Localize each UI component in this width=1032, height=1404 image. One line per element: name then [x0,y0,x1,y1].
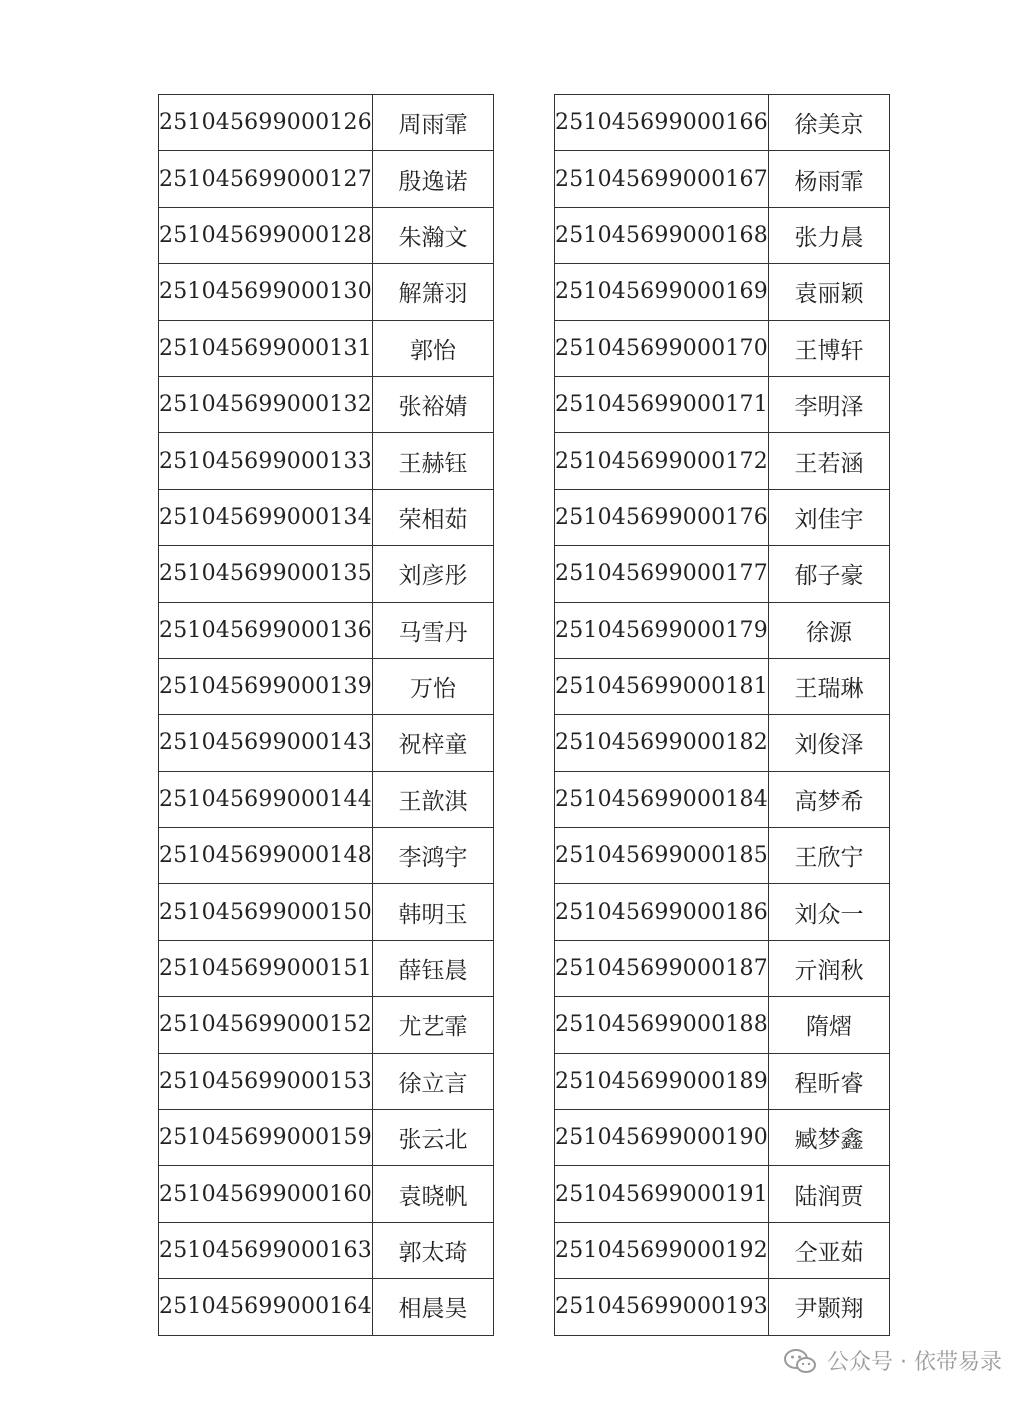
registration-number: 251045699000176 [555,489,769,545]
student-name: 徐源 [768,602,889,658]
student-name: 周雨霏 [372,95,493,151]
table-row [159,264,494,320]
registration-number: 251045699000160 [159,1166,373,1222]
table-row [555,1110,890,1166]
table-row [159,151,494,207]
roster-table-left [158,94,494,1336]
registration-number: 251045699000126 [159,95,373,151]
student-name: 徐立言 [372,1053,493,1109]
registration-number: 251045699000169 [555,264,769,320]
table-row [159,320,494,376]
table-row [555,546,890,602]
registration-number: 251045699000168 [555,207,769,263]
table-row [555,376,890,432]
table-row [555,1053,890,1109]
registration-number: 251045699000192 [555,1222,769,1278]
student-name: 李明泽 [768,376,889,432]
table-row [555,1222,890,1278]
table-row [555,264,890,320]
table-row [159,1279,494,1335]
student-name: 荣相茹 [372,489,493,545]
table-row [555,320,890,376]
registration-number: 251045699000179 [555,602,769,658]
table-row [159,433,494,489]
student-name: 刘俊泽 [768,715,889,771]
watermark [783,1345,1002,1376]
student-name: 王歆淇 [372,771,493,827]
registration-number: 251045699000150 [159,884,373,940]
student-name: 祝梓童 [372,715,493,771]
registration-number: 251045699000187 [555,940,769,996]
table-row [159,715,494,771]
student-name: 尤艺霏 [372,997,493,1053]
registration-number: 251045699000182 [555,715,769,771]
student-name: 郭太琦 [372,1222,493,1278]
table-row [555,715,890,771]
registration-number: 251045699000181 [555,658,769,714]
table-row [159,884,494,940]
table-row [159,997,494,1053]
student-name: 袁晓帆 [372,1166,493,1222]
student-name: 仝亚茹 [768,1222,889,1278]
registration-number: 251045699000190 [555,1110,769,1166]
student-name: 李鸿宇 [372,828,493,884]
table-row [555,602,890,658]
roster-table-right [554,94,890,1336]
registration-number: 251045699000151 [159,940,373,996]
registration-number: 251045699000134 [159,489,373,545]
student-name: 陆润贾 [768,1166,889,1222]
student-name: 亓润秋 [768,940,889,996]
table-row [555,828,890,884]
registration-number: 251045699000152 [159,997,373,1053]
registration-number: 251045699000171 [555,376,769,432]
registration-number: 251045699000188 [555,997,769,1053]
student-name: 韩明玉 [372,884,493,940]
student-name: 万怡 [372,658,493,714]
registration-number: 251045699000186 [555,884,769,940]
student-name: 王瑞琳 [768,658,889,714]
table-row [159,940,494,996]
registration-number: 251045699000184 [555,771,769,827]
registration-number: 251045699000191 [555,1166,769,1222]
registration-number: 251045699000163 [159,1222,373,1278]
student-name: 刘彦彤 [372,546,493,602]
table-row [555,95,890,151]
student-name: 郭怡 [372,320,493,376]
student-name: 尹颢翔 [768,1279,889,1335]
table-row [159,658,494,714]
registration-number: 251045699000131 [159,320,373,376]
registration-number: 251045699000127 [159,151,373,207]
student-name: 袁丽颖 [768,264,889,320]
registration-number: 251045699000170 [555,320,769,376]
registration-number: 251045699000139 [159,658,373,714]
student-name: 张裕婧 [372,376,493,432]
student-name: 王若涵 [768,433,889,489]
table-row [159,1110,494,1166]
student-name: 马雪丹 [372,602,493,658]
registration-number: 251045699000130 [159,264,373,320]
registration-number: 251045699000153 [159,1053,373,1109]
registration-number: 251045699000193 [555,1279,769,1335]
table-row [555,884,890,940]
table-row [159,489,494,545]
table-row [555,997,890,1053]
registration-number: 251045699000148 [159,828,373,884]
registration-number: 251045699000128 [159,207,373,263]
student-name: 程昕睿 [768,1053,889,1109]
student-name: 王欣宁 [768,828,889,884]
table-row [159,771,494,827]
registration-number: 251045699000185 [555,828,769,884]
table-row [555,658,890,714]
registration-number: 251045699000177 [555,546,769,602]
registration-number: 251045699000144 [159,771,373,827]
table-row [159,828,494,884]
registration-number: 251045699000166 [555,95,769,151]
student-name: 郁子豪 [768,546,889,602]
wechat-icon [783,1347,817,1375]
registration-number: 251045699000189 [555,1053,769,1109]
table-row [555,1279,890,1335]
student-name: 高梦希 [768,771,889,827]
student-name: 刘佳宇 [768,489,889,545]
table-row [555,151,890,207]
student-name: 隋熠 [768,997,889,1053]
student-name: 王赫钰 [372,433,493,489]
registration-number: 251045699000132 [159,376,373,432]
table-row [555,771,890,827]
student-name: 张云北 [372,1110,493,1166]
student-name: 刘众一 [768,884,889,940]
student-name: 杨雨霏 [768,151,889,207]
registration-number: 251045699000167 [555,151,769,207]
student-name: 王博轩 [768,320,889,376]
table-row [555,489,890,545]
registration-number: 251045699000133 [159,433,373,489]
table-row [159,1166,494,1222]
student-name: 张力晨 [768,207,889,263]
registration-number: 251045699000136 [159,602,373,658]
student-name: 朱瀚文 [372,207,493,263]
table-row [159,1053,494,1109]
table-row [159,546,494,602]
registration-number: 251045699000172 [555,433,769,489]
registration-number: 251045699000159 [159,1110,373,1166]
student-name: 殷逸诺 [372,151,493,207]
student-name: 相晨昊 [372,1279,493,1335]
student-name: 徐美京 [768,95,889,151]
student-name: 薛钰晨 [372,940,493,996]
student-name: 解箫羽 [372,264,493,320]
table-row [159,1222,494,1278]
table-row [555,433,890,489]
student-name: 臧梦鑫 [768,1110,889,1166]
table-row [555,1166,890,1222]
registration-number: 251045699000135 [159,546,373,602]
watermark-text: 公众号 · 依带易录 [827,1350,1002,1375]
table-row [555,940,890,996]
table-row [159,376,494,432]
registration-number: 251045699000164 [159,1279,373,1335]
table-row [159,207,494,263]
table-row [555,207,890,263]
registration-number: 251045699000143 [159,715,373,771]
table-row [159,602,494,658]
table-row [159,95,494,151]
